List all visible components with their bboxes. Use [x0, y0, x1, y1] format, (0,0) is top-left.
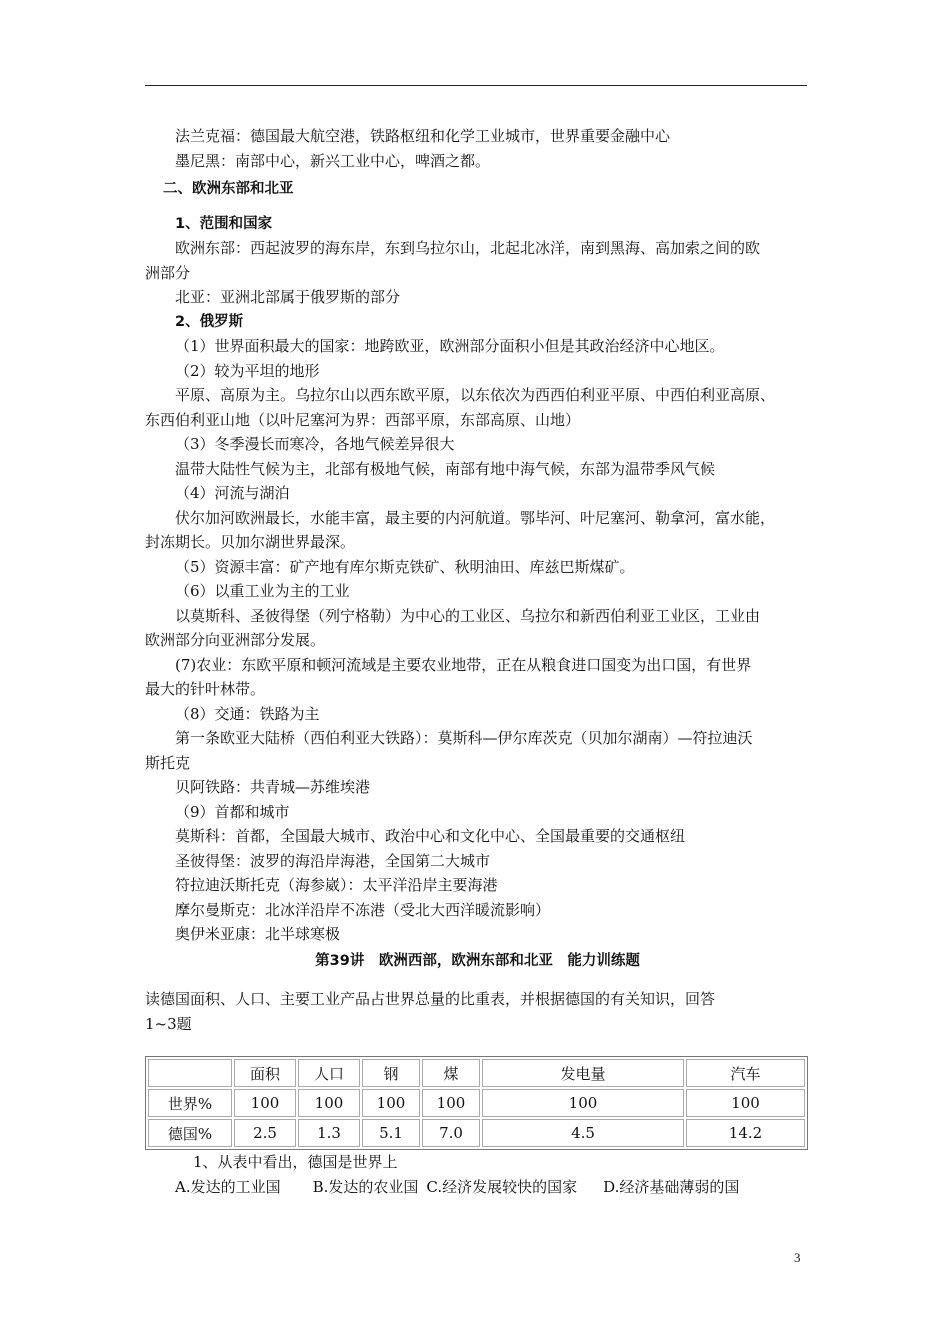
rivers-line-2: 封冻期长。贝加尔湖世界最深。 — [145, 533, 356, 551]
table-cell: 7.0 — [422, 1119, 480, 1147]
intro-line-2: 1~3题 — [145, 1014, 192, 1033]
table-header-cell: 煤 — [422, 1059, 480, 1087]
table-row — [148, 1089, 805, 1117]
question-1: 1、从表中看出，德国是世界上 — [193, 1153, 398, 1171]
russia-item-2: （2）较为平坦的地形 — [175, 361, 320, 380]
city-moscow: 莫斯科：首都，全国最大城市、政治中心和文化中心、全国最重要的交通枢纽 — [175, 827, 686, 845]
table-cell: 1.3 — [298, 1119, 360, 1147]
table-header-cell: 钢 — [362, 1059, 420, 1087]
east-europe-line-1: 欧洲东部：西起波罗的海东岸，东到乌拉尔山，北起北冰洋，南到黑海、高加索之间的欧 — [175, 239, 761, 257]
table-cell: 100 — [298, 1089, 360, 1117]
transport-line-1: 第一条欧亚大陆桥（西伯利亚大铁路）：莫斯科—伊尔库茨克（贝加尔湖南）—符拉迪沃 — [175, 729, 753, 747]
russia-item-9: （9）首都和城市 — [175, 802, 290, 821]
city-oymyakon: 奥伊米亚康：北半球寒极 — [175, 925, 341, 943]
table-cell: 世界% — [148, 1089, 232, 1117]
option-d: D.经济基础薄弱的国 — [603, 1177, 740, 1196]
terrain-line-2: 东西伯利亚山地（以叶尼塞河为界：西部平原，东部高原、山地） — [145, 410, 581, 429]
agriculture-line-1: (7)农业：东欧平原和顿河流域是主要农业地带，正在从粮食进口国变为出口国，有世界 — [175, 655, 752, 674]
table-cell: 100 — [482, 1089, 684, 1117]
table-cell: 2.5 — [234, 1119, 296, 1147]
table-cell: 5.1 — [362, 1119, 420, 1147]
option-c: C.经济发展较快的国家 — [426, 1177, 578, 1196]
table-cell: 100 — [234, 1089, 296, 1117]
russia-item-4: （4）河流与湖泊 — [175, 484, 290, 502]
table-cell: 100 — [422, 1089, 480, 1117]
table-cell: 4.5 — [482, 1119, 684, 1147]
table-cell: 14.2 — [686, 1119, 805, 1147]
table-header-cell: 人口 — [298, 1059, 360, 1087]
climate-line: 温带大陆性气候为主，北部有极地气候，南部有地中海气候，东部为温带季风气候 — [175, 459, 716, 478]
russia-item-6: （6）以重工业为主的工业 — [175, 582, 350, 600]
subheading-russia: 2、俄罗斯 — [175, 313, 244, 330]
intro-line-1: 读德国面积、人口、主要工业产品占世界总量的比重表，并根据德国的有关知识，回答 — [145, 990, 716, 1008]
city-vladivostok: 符拉迪沃斯托克（海参崴）：太平洋沿岸主要海港 — [175, 876, 498, 894]
agriculture-line-2: 最大的针叶林带。 — [145, 680, 266, 698]
russia-item-3: （3）冬季漫长而寒冷，各地气候差异很大 — [175, 435, 455, 453]
transport-line-3: 贝阿铁路：共青城—苏维埃港 — [175, 778, 371, 796]
table-cell: 100 — [686, 1089, 805, 1117]
option-a: A.发达的工业国 — [175, 1177, 281, 1196]
page-number: 3 — [794, 1250, 801, 1265]
question-block — [145, 1150, 810, 1199]
germany-share-table — [145, 1056, 808, 1150]
table-header-cell — [148, 1059, 232, 1087]
rivers-line-1: 伏尔加河欧洲最长，水能丰富，最主要的内河航道。鄂毕河、叶尼塞河、勒拿河，富水能， — [175, 508, 776, 527]
industry-line-1: 以莫斯科、圣彼得堡（列宁格勒）为中心的工业区、乌拉尔和新西伯利亚工业区，工业由 — [175, 606, 761, 625]
russia-item-1: （1）世界面积最大的国家：地跨欧亚，欧洲部分面积小但是其政治经济中心地区。 — [175, 337, 725, 355]
russia-item-8: （8）交通：铁路为主 — [175, 704, 320, 723]
table-cell: 100 — [362, 1089, 420, 1117]
east-europe-line-2: 洲部分 — [145, 263, 191, 282]
industry-line-2: 欧洲部分向亚洲部分发展。 — [145, 631, 326, 649]
terrain-line-1: 平原、高原为主。乌拉尔山以西东欧平原，以东依次为西西伯利亚平原、中西伯利亚高原、 — [175, 386, 776, 404]
city-murmansk: 摩尔曼斯克：北冰洋沿岸不冻港（受北大西洋暖流影响） — [175, 900, 551, 919]
russia-item-5: （5）资源丰富：矿产地有库尔斯克铁矿、秋明油田、库兹巴斯煤矿。 — [175, 557, 635, 576]
table-header-cell: 面积 — [234, 1059, 296, 1087]
frankfurt-line: 法兰克福：德国最大航空港，铁路枢纽和化学工业城市，世界重要金融中心 — [175, 127, 671, 145]
option-b: B.发达的农业国 — [312, 1177, 419, 1196]
north-asia-line: 北亚：亚洲北部属于俄罗斯的部分 — [175, 288, 401, 306]
transport-line-2: 斯托克 — [145, 753, 191, 772]
lecture-title: 第39讲 欧洲西部，欧洲东部和北亚 能力训练题 — [315, 952, 640, 969]
question-1-options — [145, 1175, 810, 1200]
main-text — [145, 124, 810, 1036]
table-header-cell: 汽车 — [686, 1059, 805, 1087]
table-cell: 德国% — [148, 1119, 232, 1147]
table-header-cell: 发电量 — [482, 1059, 684, 1087]
table-row — [148, 1119, 805, 1147]
header-rule — [145, 85, 807, 86]
subheading-scope: 1、范围和国家 — [175, 215, 273, 232]
munich-line: 墨尼黑：南部中心，新兴工业中心，啤酒之都。 — [175, 151, 491, 170]
table-header-row — [148, 1059, 805, 1087]
city-saint-petersburg: 圣彼得堡：波罗的海沿岸海港，全国第二大城市 — [175, 851, 491, 870]
section-heading: 二、欧洲东部和北亚 — [163, 181, 294, 197]
